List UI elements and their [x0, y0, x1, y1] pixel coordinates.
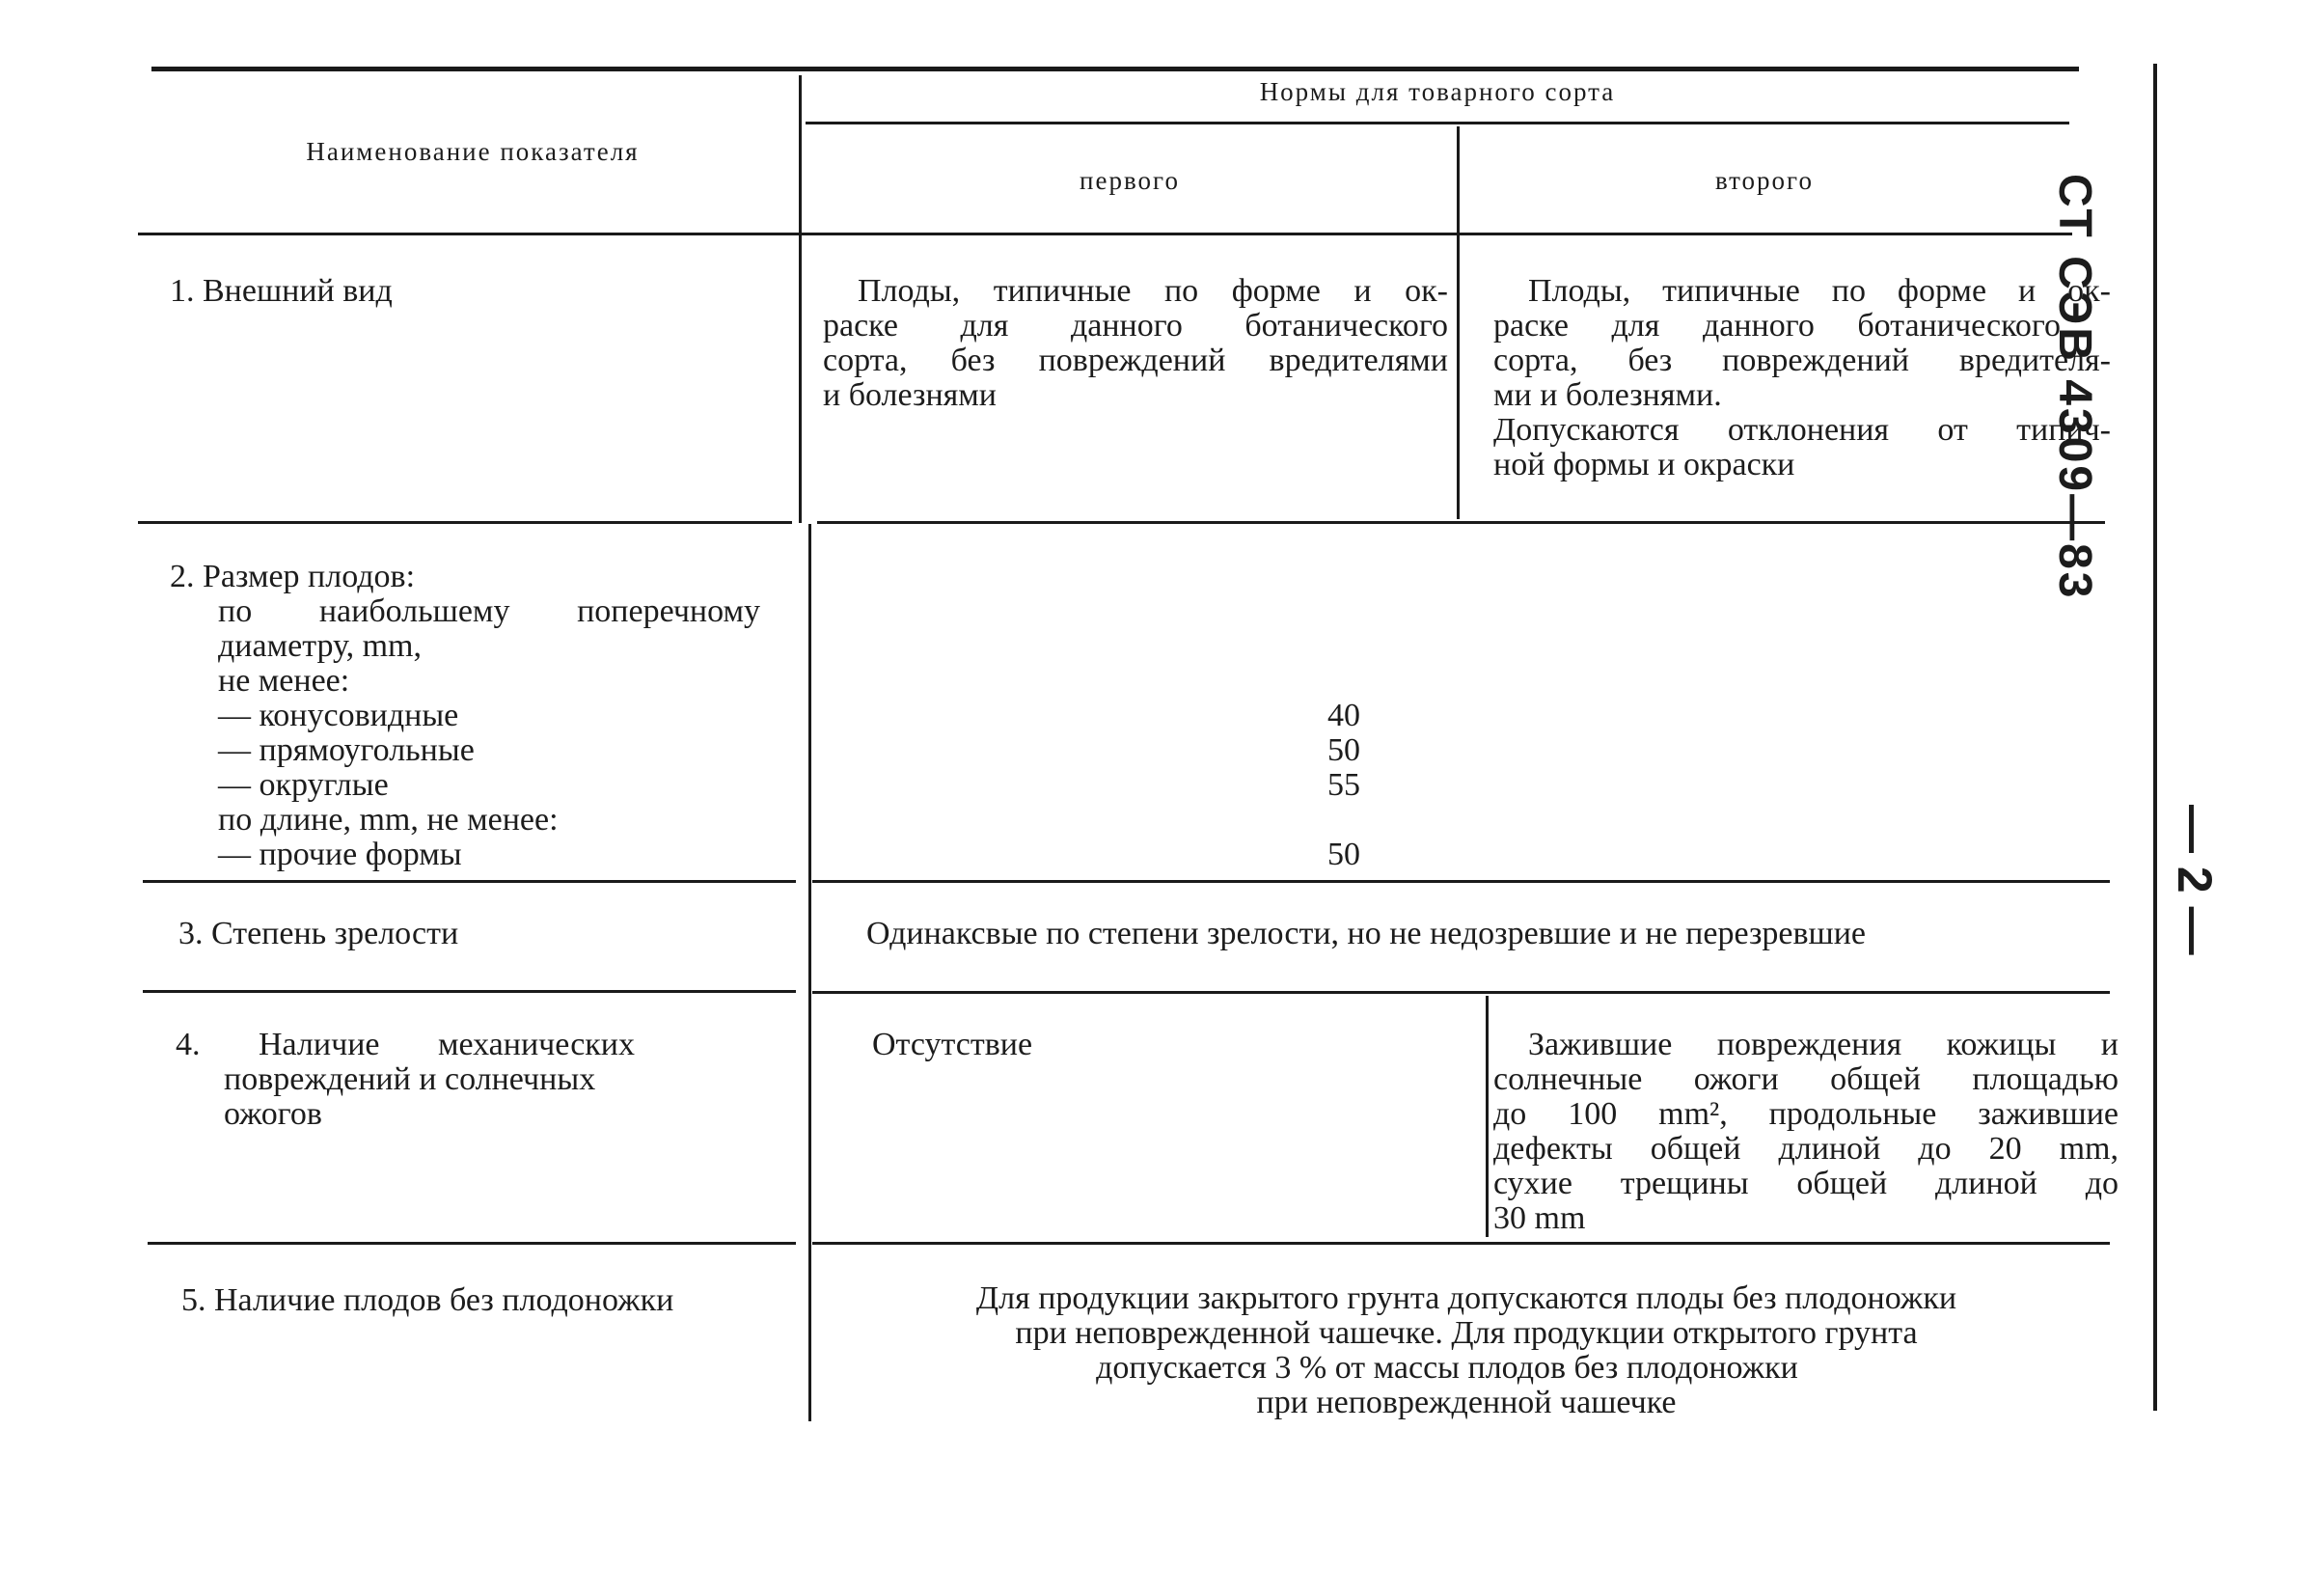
row1-divider-middle [1457, 235, 1460, 519]
text-line: Плоды, типичные по форме и ок- [858, 273, 1448, 309]
size-round-value: 55 [1327, 767, 1360, 803]
header-indicator: Наименование показателя [306, 137, 640, 166]
size-conical-value: 40 [1327, 698, 1360, 733]
row1-second-grade-text [1493, 274, 2111, 482]
row4-second-grade-text [1493, 1028, 2119, 1236]
header-norms-rule [806, 122, 2069, 124]
row3-bottom-rule-left [143, 990, 796, 993]
header-norms: Нормы для товарного сорта [1259, 77, 1616, 106]
row5-name: 5. Наличие плодов без плодоножки [181, 1282, 674, 1318]
row4-bottom-rule-left [148, 1242, 796, 1245]
row3-value: Одинаксвые по степени зрелости, но не недозревшие и не перезревшие [866, 916, 1867, 951]
text-line: до 100 mm², продольные зажившие [1493, 1096, 2119, 1132]
text-line: при неповрежденной чашечке [1256, 1385, 1677, 1420]
table-top-rule [151, 67, 2079, 71]
row4-first-grade-text: Отсутствие [872, 1027, 1033, 1062]
text-line: — округлые [218, 767, 389, 803]
header-first-grade: первого [1080, 166, 1180, 195]
size-other-length-value: 50 [1327, 837, 1360, 872]
text-line: сорта, без повреждений вредителя- [1493, 343, 2111, 378]
row3-name: 3. Степень зрелости [178, 916, 459, 951]
row3-bottom-rule-right [812, 991, 2110, 994]
text-line: 4. Наличие механических [176, 1027, 635, 1062]
row2-bottom-rule-right [812, 880, 2110, 883]
text-line: диаметру, mm, [218, 628, 423, 664]
header-divider-left [799, 75, 802, 235]
text-line: раске для данного ботанического [1493, 308, 2061, 344]
header-second-grade: второго [1715, 166, 1814, 195]
text-line: — прямоугольные [218, 732, 475, 768]
text-line: сорта, без повреждений вредителями [823, 343, 1448, 378]
row1-bottom-rule-left [138, 521, 792, 524]
row4-divider-middle [1486, 996, 1489, 1237]
body-divider-left [808, 524, 811, 1421]
text-line: Плоды, типичные по форме и ок- [1528, 273, 2111, 309]
text-line: — конусовидные [218, 698, 459, 733]
page-number: — 2 — [2168, 805, 2222, 955]
text-line: повреждений и солнечных [224, 1061, 596, 1097]
row4-bottom-rule-right [812, 1242, 2110, 1245]
text-line: солнечные ожоги общей площадью [1493, 1061, 2119, 1097]
row1-bottom-rule-right [817, 521, 2105, 524]
text-line: допускается 3 % от массы плодов без плодоножки [1096, 1350, 1798, 1386]
text-line: раске для данного ботанического [823, 308, 1448, 344]
row1-first-grade-text [823, 274, 1448, 413]
text-line: ми и болезнями. [1493, 377, 1722, 413]
text-line: не менее: [218, 663, 350, 699]
text-line: ожогов [224, 1096, 322, 1132]
text-line: 2. Размер плодов: [170, 559, 416, 594]
text-line: — прочие формы [218, 837, 462, 872]
text-line: ной формы и окраски [1493, 447, 1795, 482]
text-line: сухие трещины общей длиной до [1493, 1166, 2119, 1201]
row4-name [176, 1028, 635, 1132]
text-line: по наибольшему поперечному [218, 593, 760, 629]
size-rectangular-value: 50 [1327, 732, 1360, 768]
row1-divider-left [799, 235, 802, 523]
text-line: 30 mm [1493, 1200, 1586, 1236]
row5-value [825, 1281, 2108, 1420]
row2-name [170, 560, 760, 872]
row1-name: 1. Внешний вид [170, 273, 393, 309]
row2-bottom-rule-left [143, 880, 796, 883]
text-line: Зажившие повреждения кожицы и [1528, 1027, 2119, 1062]
standard-code: СТ СЭВ 4309—83 [2049, 174, 2100, 601]
text-line: по длине, mm, не менее: [218, 802, 559, 838]
text-line: дефекты общей длиной до 20 mm, [1493, 1131, 2119, 1167]
text-line: при неповрежденной чашечке. Для продукции открытого грунта [1015, 1315, 1918, 1351]
text-line: и болезнями [823, 377, 997, 413]
text-line: Допускаются отклонения от типич- [1493, 412, 2111, 448]
header-bottom-rule [138, 233, 2072, 235]
text-line: Для продукции закрытого грунта допускаются плоды без плодоножки [975, 1280, 1957, 1316]
margin-vertical-rule [2153, 64, 2157, 1411]
